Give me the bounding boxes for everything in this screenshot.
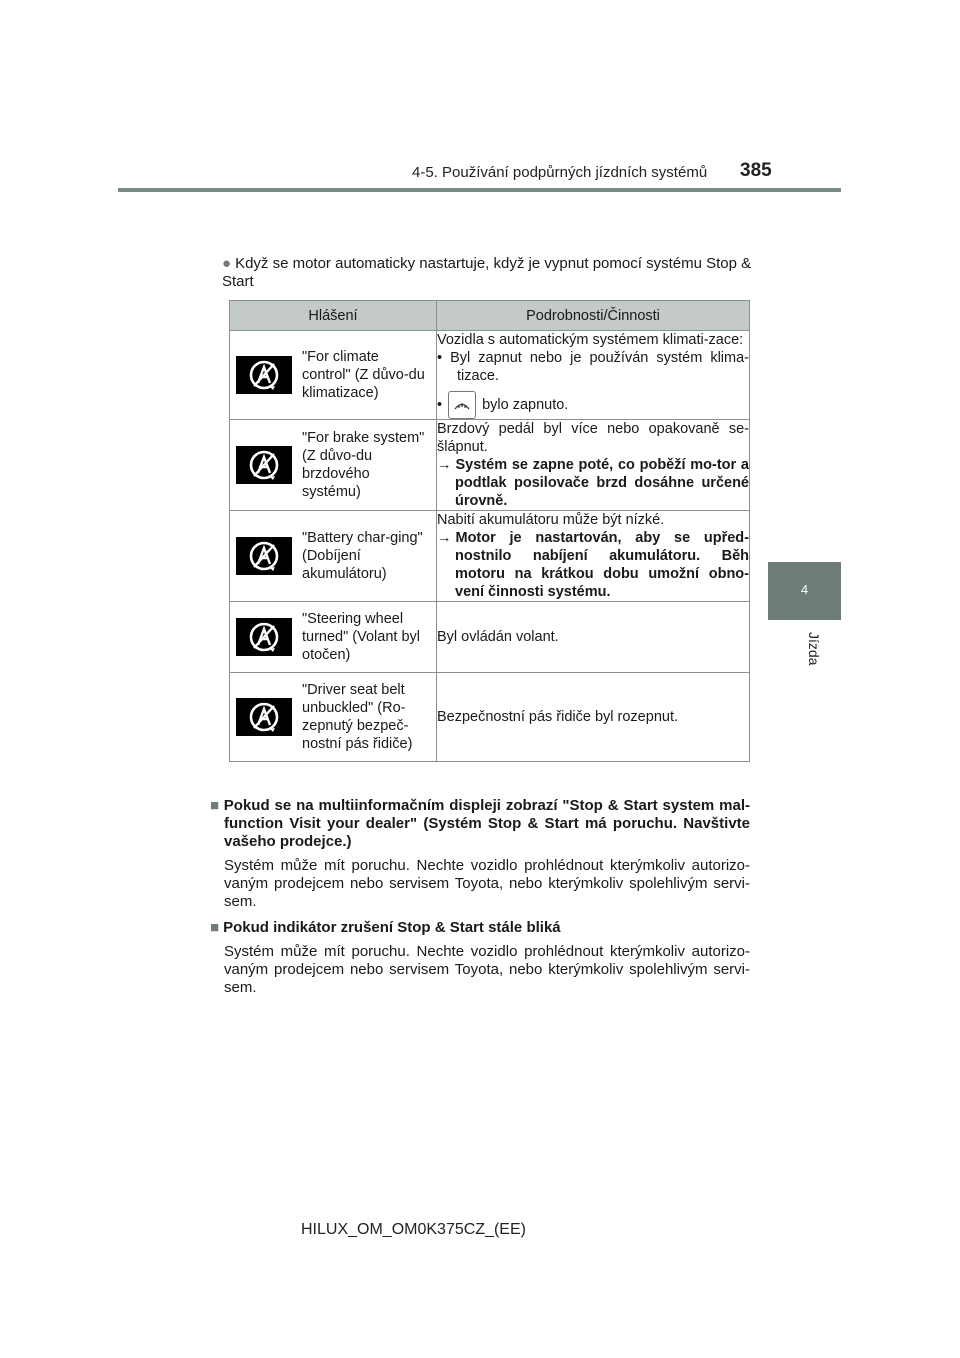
front-defogger-glyph	[452, 399, 472, 411]
table-body	[230, 331, 750, 762]
message-cell-content	[230, 421, 436, 509]
chapter-tab-number: 4	[800, 582, 809, 597]
detail-text: Vozidla s automatickým systémem klimati-zace:	[437, 332, 744, 348]
bullet-circle-icon: ●	[222, 255, 232, 272]
details-cell	[437, 511, 750, 602]
section-body: Systém může mít poruchu. Nechte vozidlo prohlédnout kterýmkoliv autorizo-vaným prodejcem nebo servisem Toyota, nebo kterýmkoliv spolehlivým servi-sem.	[224, 943, 750, 996]
message-table	[229, 300, 750, 762]
detail-button-text: bylo zapnuto.	[482, 396, 569, 413]
document-code: HILUX_OM_OM0K375CZ_(EE)	[301, 1221, 526, 1238]
message-cell-content	[230, 521, 436, 591]
detail-action	[437, 529, 749, 601]
chapter-tab-label: Jízda	[806, 632, 822, 666]
arrow-right-icon: →	[437, 530, 452, 546]
table-row	[230, 331, 750, 420]
stop-start-cancel-glyph	[244, 539, 284, 573]
details-cell	[437, 602, 750, 673]
message-cell-content	[230, 340, 436, 410]
stop-start-cancel-glyph	[244, 620, 284, 654]
detail-text: Byl ovládán volant.	[437, 629, 559, 645]
table-row	[230, 673, 750, 762]
stop-start-cancel-indicator-icon	[236, 356, 292, 394]
header-details: Podrobnosti/Činnosti	[437, 301, 750, 331]
message-text: "For climate control" (Z důvo-du klimatizace)	[302, 349, 425, 401]
message-cell-content	[230, 673, 436, 761]
section-heading	[210, 919, 750, 937]
stop-start-cancel-indicator-icon	[236, 698, 292, 736]
chapter-section-title: 4-5. Používání podpůrných jízdních systémů	[412, 164, 708, 181]
intro-bullet	[222, 255, 752, 291]
details-cell	[437, 673, 750, 762]
bullet-prefix: •	[437, 396, 443, 413]
stop-start-cancel-glyph	[244, 700, 284, 734]
table-row	[230, 420, 750, 511]
message-text: "For brake system" (Z důvo-du brzdového systému)	[302, 430, 425, 500]
info-sections	[210, 797, 750, 1005]
message-cell	[230, 420, 437, 511]
details-cell	[437, 331, 750, 420]
section-heading-text: Pokud se na multiinformačním displeji zobrazí "Stop & Start system mal-function Visit your dealer" (Systém Stop & Start má poruchu. Navštivte vašeho prodejce.)	[223, 797, 750, 850]
section-heading-text: Pokud indikátor zrušení Stop & Start stále bliká	[223, 919, 561, 936]
message-text: "Driver seat belt unbuckled" (Ro-zepnutý bezpeč-nostní pás řidiče)	[302, 682, 413, 752]
table-row	[230, 511, 750, 602]
arrow-right-icon: →	[437, 457, 452, 473]
square-bullet-icon: ■	[210, 919, 220, 936]
square-bullet-icon: ■	[210, 797, 220, 814]
stop-start-cancel-indicator-icon	[236, 618, 292, 656]
stop-start-cancel-indicator-icon	[236, 537, 292, 575]
stop-start-cancel-glyph	[244, 358, 284, 392]
detail-sub-item: • Byl zapnut nebo je používán systém klima-tizace.	[437, 350, 749, 384]
message-text: "Steering wheel turned" (Volant byl otočen)	[302, 611, 420, 663]
detail-text: Nabití akumulátoru může být nízké.	[437, 512, 665, 528]
front-defogger-button-icon	[448, 391, 476, 419]
section-body: Systém může mít poruchu. Nechte vozidlo prohlédnout kterýmkoliv autorizo-vaným prodejcem nebo servisem Toyota, nebo kterýmkoliv spolehlivým servi-sem.	[224, 857, 750, 910]
stop-start-cancel-indicator-icon	[236, 446, 292, 484]
header-message: Hlášení	[230, 301, 437, 331]
detail-action-text: Motor je nastartován, aby se upřed-nostnilo nabíjení akumulátoru. Běh motoru na krátkou dobu umožní obno-vení činnosti systému.	[455, 530, 749, 600]
header-divider	[118, 188, 841, 192]
detail-action	[437, 456, 749, 510]
detail-text: Bezpečnostní pás řidiče byl rozepnut.	[437, 709, 678, 725]
page-number: 385	[740, 160, 772, 181]
message-cell	[230, 511, 437, 602]
message-cell-content	[230, 602, 436, 672]
message-text: "Battery char-ging" (Dobíjení akumulátoru)	[302, 530, 423, 582]
table-row	[230, 602, 750, 673]
message-cell	[230, 331, 437, 420]
intro-bullet-text: Když se motor automaticky nastartuje, když je vypnut pomocí systému Stop & Start	[222, 255, 752, 290]
section-heading	[210, 797, 750, 851]
message-cell	[230, 673, 437, 762]
detail-button-item	[437, 391, 749, 419]
detail-text: Brzdový pedál byl více nebo opakovaně se-šlápnut.	[437, 421, 749, 455]
detail-action-text: Systém se zapne poté, co poběží mo-tor a podtlak posilovače brzd dosáhne určené úrovně.	[455, 457, 749, 509]
table-header-row	[230, 301, 750, 331]
stop-start-cancel-glyph	[244, 448, 284, 482]
chapter-tab	[768, 562, 841, 620]
message-cell	[230, 602, 437, 673]
details-cell	[437, 420, 750, 511]
